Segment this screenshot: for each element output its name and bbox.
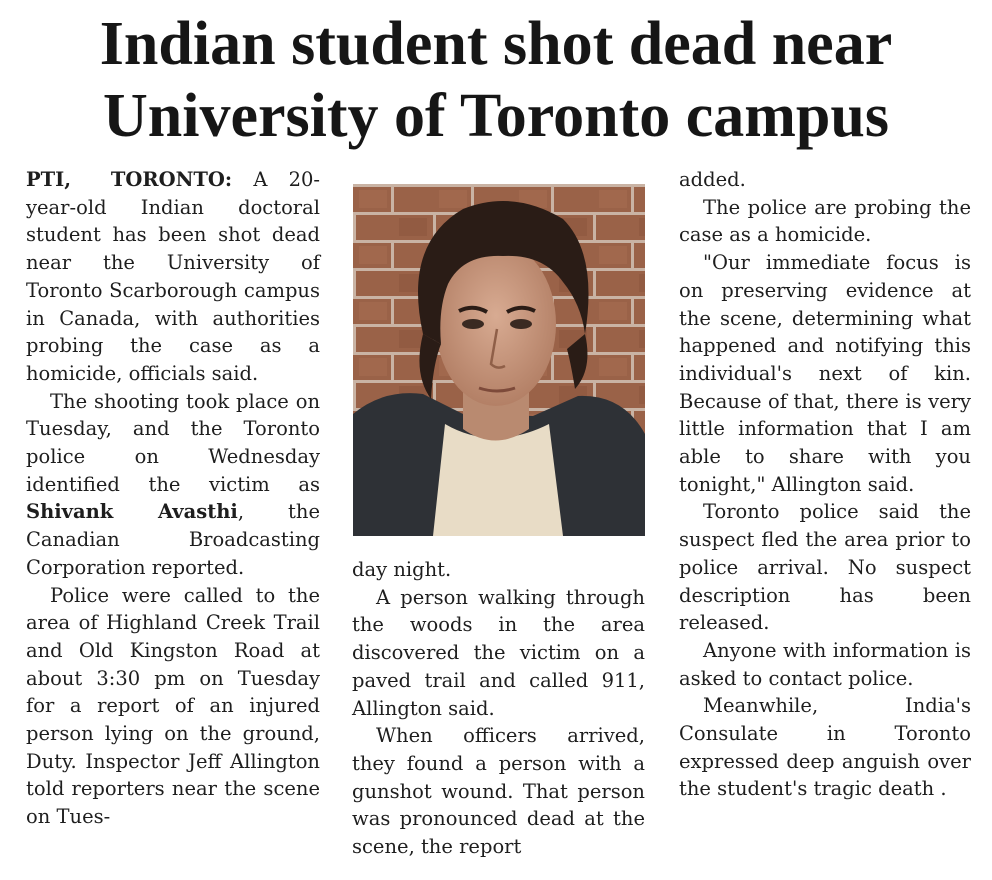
identification-text-before: The shooting took place on Tuesday, and the Toronto police on Wednesday identified the victim as <box>26 389 320 496</box>
portrait-image <box>353 184 645 536</box>
victim-name: Shivank Avasthi <box>26 500 238 524</box>
column-3 <box>679 166 971 803</box>
paragraph-homicide: The police are probing the case as a homicide. <box>679 195 971 247</box>
paragraph-identification <box>26 388 320 582</box>
paragraph-suspect: Toronto police said the suspect fled the area prior to police arrival. No suspect description has been released. <box>679 500 971 635</box>
headline-line-2: University of Toronto campus <box>103 82 889 150</box>
paragraph-quote: "Our immediate focus is on preserving evidence at the scene, determining what happened and notifying this individual's next of kin. Because of that, there is very little information that I am able to share with you tonight," Allington said. <box>679 251 971 496</box>
headline <box>20 8 972 152</box>
paragraph-continued-2: added. <box>679 168 746 191</box>
headline-line-1: Indian student shot dead near <box>99 10 893 78</box>
paragraph-contact: Anyone with information is asked to contact police. <box>679 638 971 690</box>
paragraph-discovery: A person walking through the woods in the area discovered the victim on a paved trail and called 911, Allington said. <box>352 585 645 720</box>
identification-text-after: , the Canadian Broadcasting Corporation reported. <box>26 500 320 579</box>
paragraph-police-called: Police were called to the area of Highland Creek Trail and Old Kingston Road at about 3:30 pm on Tuesday for a report of an injured person lying on the ground, Duty. Inspector Jeff Allington told reporters near the scene on Tues- <box>26 583 320 829</box>
column-1 <box>26 166 320 831</box>
paragraph-consulate: Meanwhile, India's Consulate in Toronto expressed deep anguish over the student's tragic death . <box>679 694 971 801</box>
column-2 <box>352 556 645 861</box>
paragraph-lead <box>26 166 320 388</box>
dateline: PTI, TORONTO: <box>26 168 233 191</box>
victim-photo <box>353 184 645 536</box>
paragraph-continued: day night. <box>352 558 452 581</box>
lead-text: A 20-year-old Indian doctoral student has been shot dead near the University of Toronto Scarborough campus in Canada, with authorities probing the case as a homicide, officials said. <box>26 168 321 385</box>
paragraph-officers: When officers arrived, they found a person with a gunshot wound. That person was pronounced dead at the scene, the report <box>352 724 645 859</box>
